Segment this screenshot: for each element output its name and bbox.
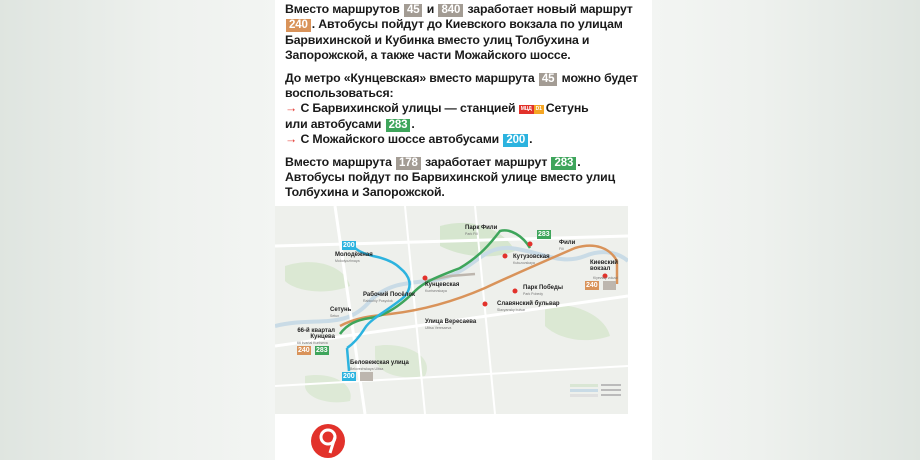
sublabel-vereseva: Ulitsa Veresaeva <box>425 326 452 330</box>
paragraph-kuntsevskaya: До метро «Кунцевская» вместо маршрута 45 можно будет воспользоваться: → С Барвихинской улицы — станцией МЦД D1 Сетунь или автобусами 283 . → С Можайского шоссе автобусами 200 . <box>285 70 638 147</box>
route-badge-240: 240 <box>286 19 311 32</box>
arrow-icon: → <box>285 101 298 116</box>
sublabel-kvartal: 66 kvartal Kuntseva <box>297 341 328 345</box>
label-molodezhnaya: Молодёжная <box>335 252 373 258</box>
label-kvartal: 66-й квартал Кунцева <box>297 328 335 340</box>
mcd-icon: МЦД <box>520 106 532 113</box>
arrow-icon: → <box>285 132 298 147</box>
map-badge-200-molodezhnaya: 200 <box>343 242 355 249</box>
sublabel-park-pobedy: Park Pobedy <box>523 292 544 296</box>
map-badge-240-kvartal: 240 <box>298 347 310 354</box>
map-grey-badge <box>603 281 616 290</box>
sublabel-belovezhskaya: Belovezhskaya Ulitsa <box>350 367 384 371</box>
sublabel-kutuzovskaya: Kutuzovskaya <box>513 261 535 265</box>
paragraph-route-283: Вместо маршрута 178 заработает маршрут 283 . Автобусы пойдут по Барвихинской улице вместо улиц Толбухина и Запорожской. <box>285 154 615 200</box>
route-badge-45: 45 <box>539 73 558 86</box>
route-badge-200: 200 <box>503 134 528 147</box>
label-setun: Сетунь <box>330 307 352 313</box>
route-9-logo-icon <box>308 422 348 460</box>
label-park-fili: Парк Фили <box>465 225 498 231</box>
label-belovezhskaya: Беловежская улица <box>350 360 409 366</box>
route-badge-840: 840 <box>438 4 463 17</box>
background-left <box>0 0 275 460</box>
sublabel-molodezhnaya: Molodyozhnaya <box>335 259 360 263</box>
sublabel-rabochiy: Rabochiy Posyolok <box>363 299 393 303</box>
sublabel-kievsky: Kiyevsky vokzal <box>593 276 618 280</box>
label-kutuzovskaya: Кутузовская <box>513 254 550 260</box>
label-fili: Фили <box>559 240 576 246</box>
paragraph-route-240: Вместо маршрутов 45 и 840 заработает новый маршрут 240 . Автобусы пойдут до Киевского вокзала по улицам Барвихинской и Кубинка вместо улиц Толбухина и Запорожской, а также части Можайского шоссе. <box>285 2 633 63</box>
label-rabochiy: Рабочий Посёлок <box>363 292 415 298</box>
route-badge-178: 178 <box>396 157 421 170</box>
map-badge-283-kvartal: 283 <box>316 347 328 354</box>
route-badge-283: 283 <box>386 119 411 132</box>
d1-line-icon: D1 <box>535 106 542 113</box>
map-badge-200-belovezhskaya: 200 <box>343 373 355 380</box>
label-vereseva: Улица Вересаева <box>425 319 477 325</box>
label-slavyansky: Славянский бульвар <box>497 301 560 307</box>
route-change-text <box>285 2 640 208</box>
sublabel-kuntsevskaya: Kuntsevskaya <box>425 289 447 293</box>
map-canvas <box>275 206 628 414</box>
label-kuntsevskaya: Кунцевская <box>425 282 460 288</box>
map-badge-240-kievsky: 240 <box>586 282 598 289</box>
route-badge-45: 45 <box>404 4 423 17</box>
sublabel-park-fili: Park Fili <box>465 232 478 236</box>
label-park-pobedy: Парк Победы <box>523 285 563 291</box>
route-map[interactable] <box>275 206 628 414</box>
map-badge-283-fili: 283 <box>538 231 550 238</box>
map-grey-badge <box>360 372 373 381</box>
sublabel-setun: Setun <box>330 314 340 318</box>
label-kievsky: Киевский вокзал <box>590 260 618 272</box>
info-card <box>275 0 652 460</box>
route-badge-283: 283 <box>551 157 576 170</box>
sublabel-fili: Fili <box>559 247 564 251</box>
background-right <box>652 0 920 460</box>
sublabel-slavyansky: Slavyansky bulvar <box>497 308 526 312</box>
